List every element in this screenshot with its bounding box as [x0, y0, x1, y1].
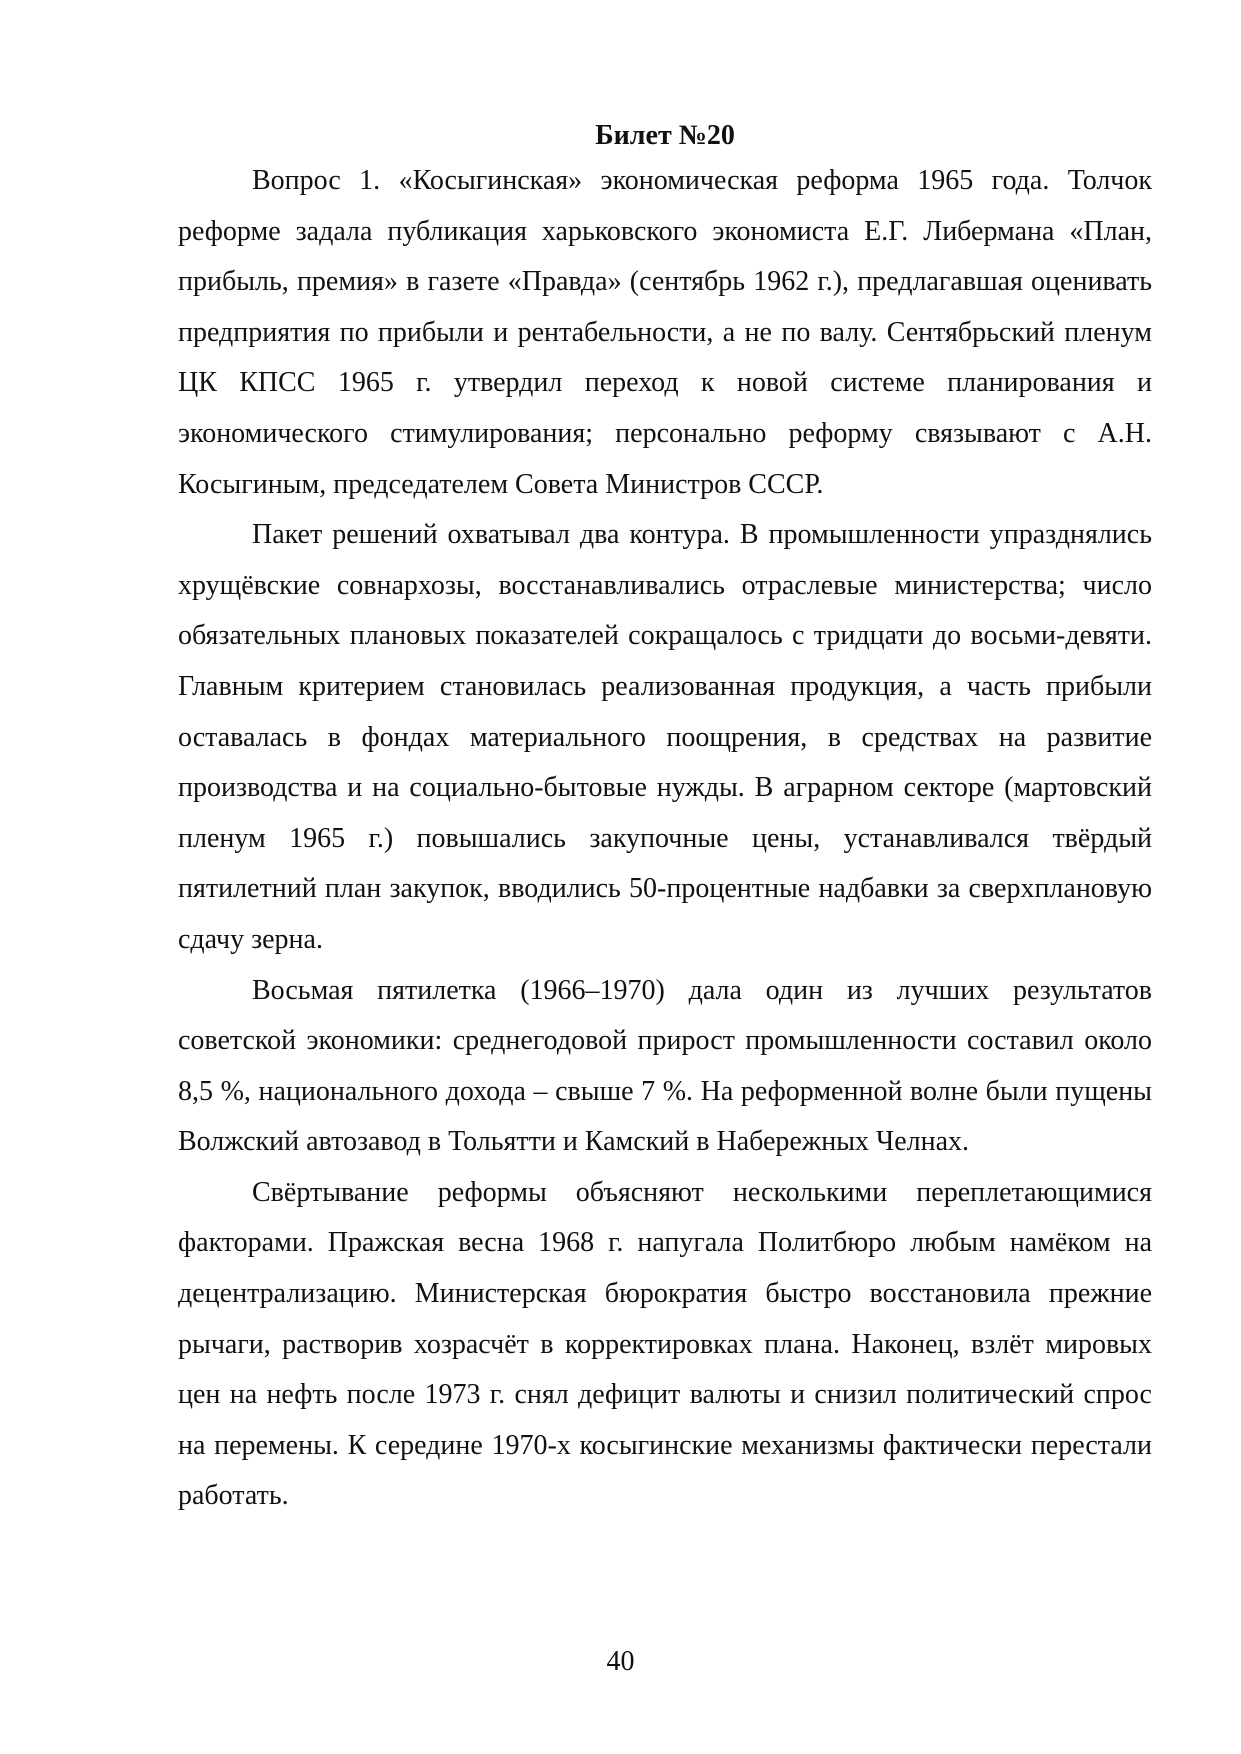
paragraph-1: Вопрос 1. «Косыгинская» экономическая реформа 1965 года. Толчок реформе задала публикация харьковского экономиста Е.Г. Либермана «План, прибыль, премия» в газете «Правда» (сентябрь 1962 г.), предлагавшая оценивать предприятия по прибыли и рентабельности, а не по валу. Сентябрьский пленум ЦК КПСС 1965 г. утвердил переход к новой системе планирования и экономического стимулирования; персонально реформу связывают с А.Н. Косыгиным, председателем Совета Министров СССР.	[178, 165, 1152, 500]
document-body	[178, 116, 1152, 1522]
page-number: 40	[606, 1646, 635, 1677]
paragraph-4: Свёртывание реформы объясняют несколькими переплетающимися факторами. Пражская весна 1968 г. напугала Политбюро любым намёком на децентрализацию. Министерская бюрократия быстро восстановила прежние рычаги, растворив хозрасчёт в корректировках плана. Наконец, взлёт мировых цен на нефть после 1973 г. снял дефицит валюты и снизил политический спрос на перемены. К середине 1970-х косыгинские механизмы фактически перестали работать.	[178, 1176, 1152, 1512]
paragraph-2: Пакет решений охватывал два контура. В промышленности упразднялись хрущёвские совнархозы, восстанавливались отраслевые министерства; число обязательных плановых показателей сокращалось с тридцати до восьми-девяти. Главным критерием становилась реализованная продукция, а часть прибыли оставалась в фондах материального поощрения, в средствах на развитие производства и на социально-бытовые нужды. В аграрном секторе (мартовский пленум 1965 г.) повышались закупочные цены, устанавливался твёрдый пятилетний план закупок, вводились 50-процентные надбавки за сверхплановую сдачу зерна.	[178, 519, 1152, 955]
paragraph-3: Восьмая пятилетка (1966–1970) дала один из лучших результатов советской экономики: среднегодовой прирост промышленности составил около 8,5 %, национального дохода – свыше 7 %. На реформенной волне были пущены Волжский автозавод в Тольятти и Камский в Набережных Челнах.	[178, 974, 1152, 1158]
ticket-title: Билет №20	[595, 120, 735, 151]
